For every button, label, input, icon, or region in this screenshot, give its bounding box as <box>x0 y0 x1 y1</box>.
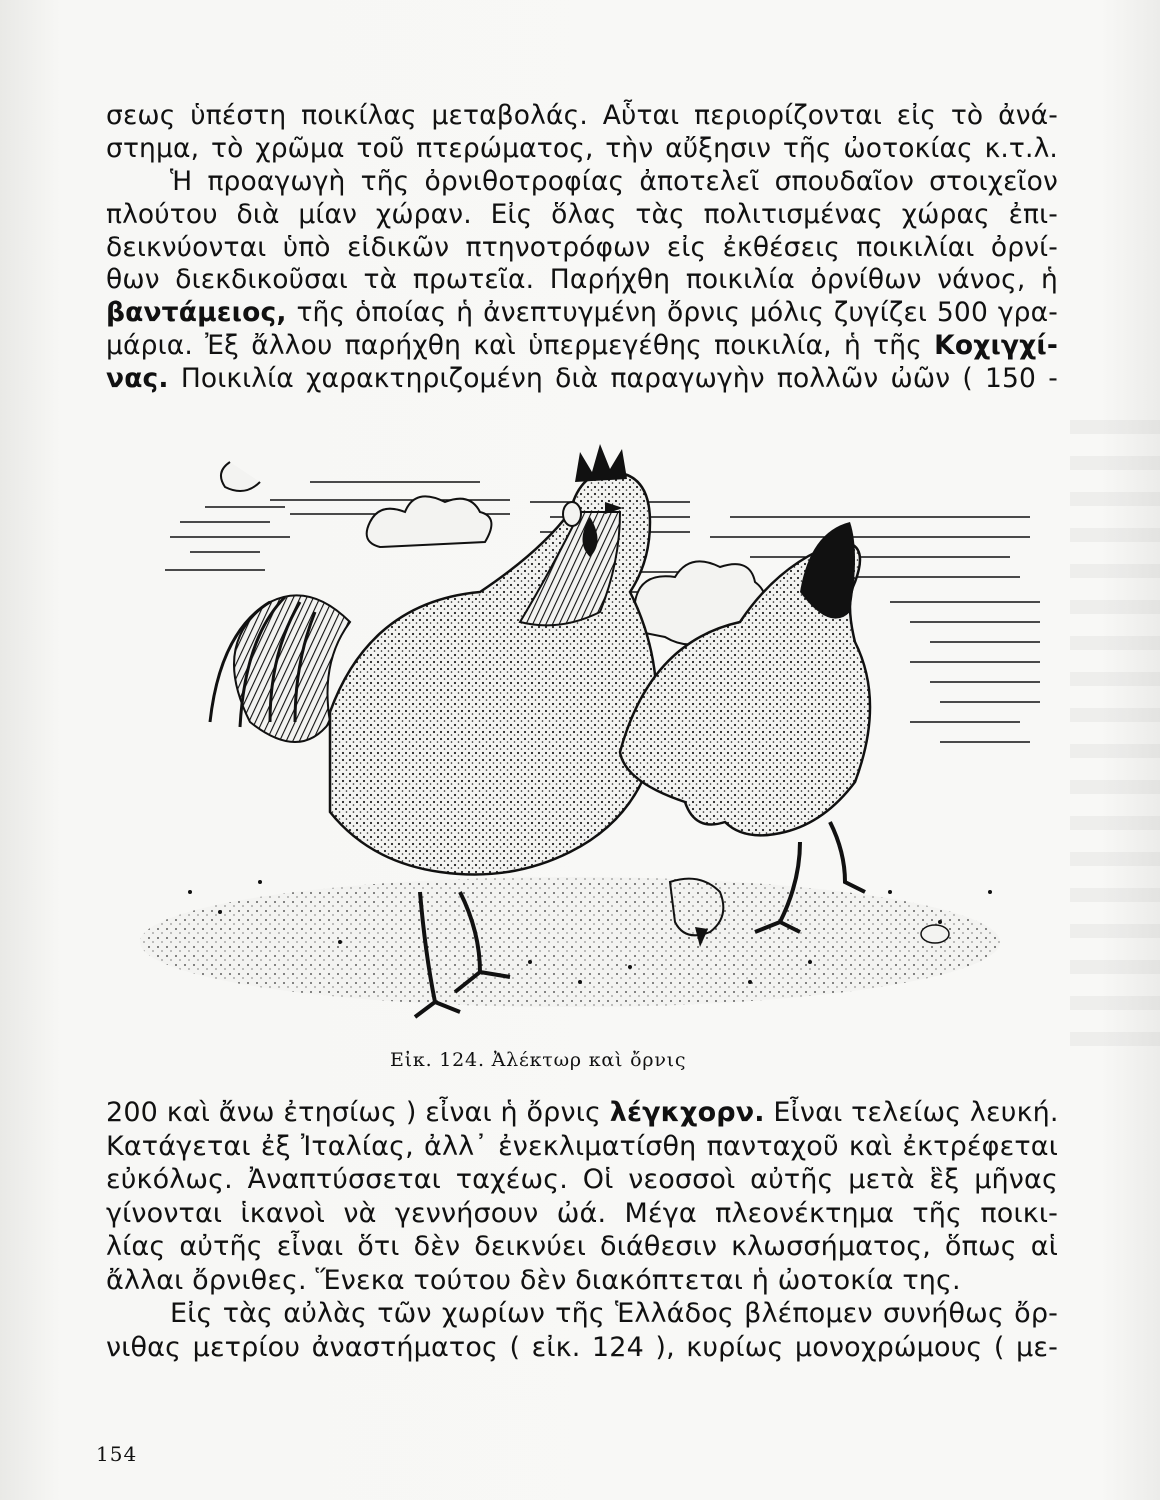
text-line: στημα, τὸ χρῶμα τοῦ πτερώματος, τὴν αὔξησιν τῆς ὠοτοκίας κ.τ.λ. <box>106 132 1058 164</box>
text-span: Ποικιλία χαρακτηριζομένη διὰ παραγωγὴν πολλῶν ὠῶν ( 150 - <box>168 363 1058 395</box>
text-line: νιθας μετρίου ἀναστήματος ( εἰκ. 124 ), κυρίως μονοχρώμους ( με- <box>106 1331 1058 1363</box>
text-line: σεως ὑπέστη ποικίλας μεταβολάς. Αὗται περιορίζονται εἰς τὸ ἀνά- <box>106 100 1058 131</box>
text-span: μάρια. Ἐξ ἄλλου παρήχθη καὶ ὑπερμεγέθης ποικιλία, ἡ τῆς <box>106 330 935 362</box>
rooster-earlobe <box>563 502 581 526</box>
rooster-and-hen-illustration <box>110 422 1055 1042</box>
text-line <box>106 330 1058 363</box>
text-line: δεικνύονται ὑπὸ εἰδικῶν πτηνοτρόφων εἰς ἐκθέσεις ποικιλίαι ὀρνί- <box>106 231 1058 263</box>
text-line: θων διεκδικοῦσαι τὰ πρωτεῖα. Παρήχθη ποικιλία ὀρνίθων νάνος, ἡ <box>106 264 1058 296</box>
text-line <box>106 1096 1058 1130</box>
ground <box>140 877 1000 1007</box>
text-line: πλούτου διὰ μίαν χώραν. Εἰς ὅλας τὰς πολιτισμένας χώρας ἐπι- <box>106 198 1058 230</box>
pebble <box>921 925 949 943</box>
lower-paragraph <box>106 1096 1058 1364</box>
figure-caption: Εἰκ. 124. Ἀλέκτωρ καὶ ὄρνις <box>390 1049 687 1071</box>
hen-head <box>670 879 723 936</box>
text-line <box>106 363 1058 396</box>
illustration-svg <box>110 422 1055 1042</box>
text-span: 200 καὶ ἄνω ἐτησίως ) εἶναι ἡ ὄρνις <box>106 1097 610 1128</box>
text-line <box>106 297 1058 330</box>
text-line: γίνονται ἱκανοὶ νὰ γεννήσουν ὠά. Μέγα πλεονέκτημα τῆς ποικι- <box>106 1197 1058 1229</box>
text-line: λίας αὐτῆς εἶναι ὅτι δὲν δεικνύει διάθεσιν κλωσσήματος, ὅπως αἱ <box>106 1231 1058 1262</box>
text-line: εὐκόλως. Ἀναπτύσσεται ταχέως. Οἱ νεοσσοὶ αὐτῆς μετὰ ἓξ μῆνας <box>106 1164 1058 1195</box>
text-line: Ἡ προαγωγὴ τῆς ὀρνιθοτροφίας ἀποτελεῖ σπουδαῖον στοιχεῖον <box>170 165 1058 197</box>
text-span: Εἶναι τελείως λευκή. <box>764 1097 1059 1128</box>
page-number: 154 <box>96 1442 138 1466</box>
bleed-through-shadow <box>1070 420 1160 1060</box>
bold-term-leghorn: λέγκχορν. <box>609 1097 765 1128</box>
bold-term-bantam: βαντάμειος, <box>106 297 287 329</box>
rooster-comb <box>575 444 627 482</box>
bold-term-cochin: Κοχιγχί- <box>934 330 1058 362</box>
text-line: Κατάγεται ἐξ Ἰταλίας, ἀλλ᾽ ἐνεκλιματίσθη πανταχοῦ καὶ ἐκτρέφεται <box>106 1130 1058 1162</box>
bold-term-cochin-end: νας. <box>106 363 169 395</box>
text-line: ἄλλαι ὄρνιθες. Ἕνεκα τούτου δὲν διακόπτεται ἡ ὠοτοκία της. <box>106 1264 961 1296</box>
upper-paragraph <box>106 100 1058 396</box>
text-line: Εἰς τὰς αὐλὰς τῶν χωρίων τῆς Ἑλλάδος βλέπομεν συνήθως ὄρ- <box>170 1298 1058 1329</box>
text-span: τῆς ὁποίας ἡ ἀνεπτυγμένη ὄρνις μόλις ζυγίζει 500 γρα- <box>286 297 1058 329</box>
